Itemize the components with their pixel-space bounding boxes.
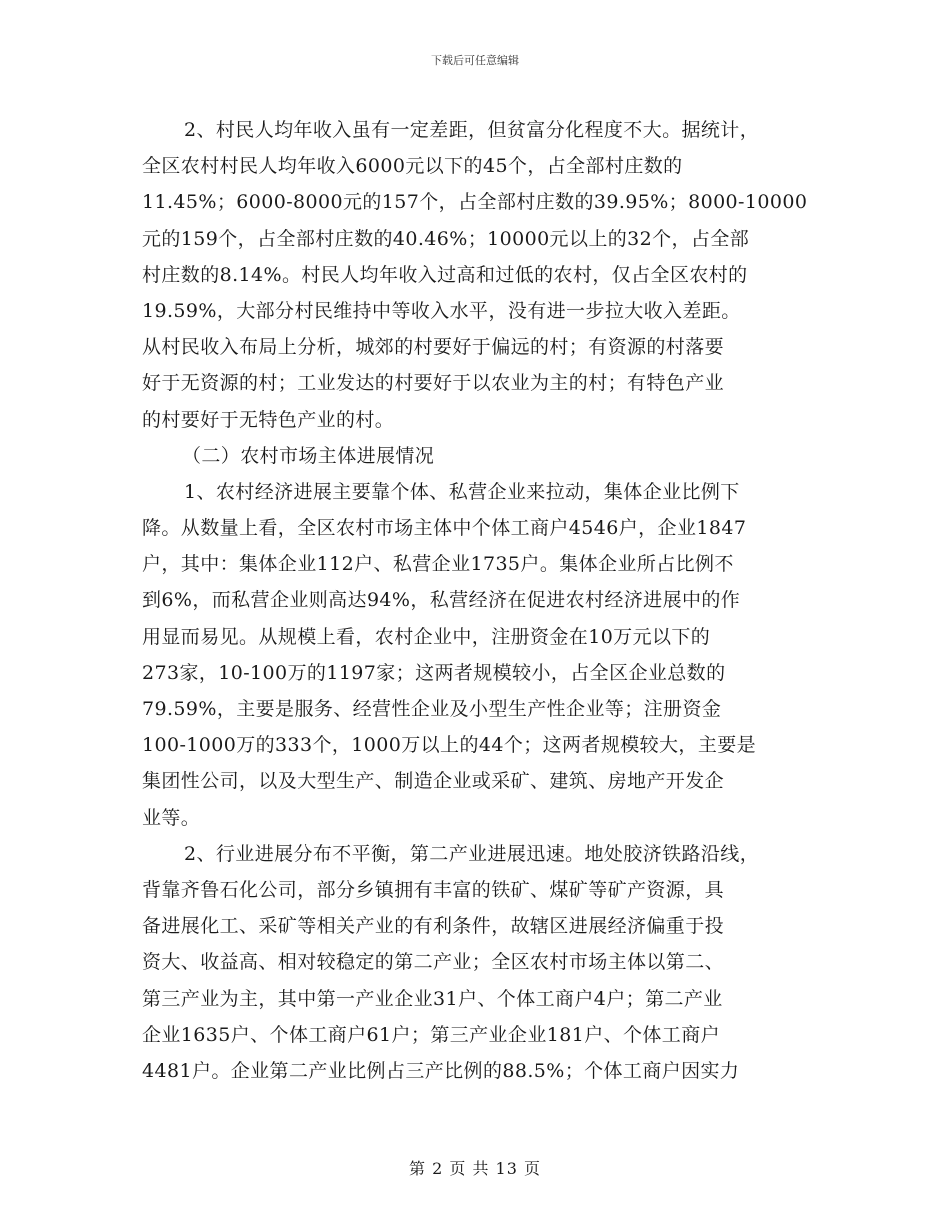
text-line: 降。从数量上看，全区农村市场主体中个体工商户4546户，企业1847 <box>142 517 747 540</box>
page-number-footer: 第 2 页 共 13 页 <box>409 1159 541 1178</box>
text-line: 的村要好于无特色产业的村。 <box>142 408 395 431</box>
text-line: 2、行业进展分布不平衡，第二产业进展迅速。地处胶济铁路沿线， <box>184 842 760 865</box>
text-line: 业等。 <box>142 806 201 829</box>
text-line: 第三产业为主，其中第一产业企业31户、个体工商户4户；第二产业 <box>142 987 723 1010</box>
text-line: 好于无资源的村；工业发达的村要好于以农业为主的村；有特色产业 <box>142 372 725 395</box>
text-line: 4481户。企业第二产业比例占三产比例的88.5%；个体工商户因实力 <box>142 1059 740 1082</box>
text-line: 100-1000万的333个，1000万以上的44个；这两者规模较大，主要是 <box>142 734 757 757</box>
text-line: 备进展化工、采矿等相关产业的有利条件，故辖区进展经济偏重于投 <box>142 915 725 938</box>
text-line: 背靠齐鲁石化公司，部分乡镇拥有丰富的铁矿、煤矿等矿产资源，具 <box>142 878 725 901</box>
text-line: 19.59%，大部分村民维持中等收入水平，没有进一步拉大收入差距。 <box>142 299 741 322</box>
text-line: 1、农村经济进展主要靠个体、私营企业来拉动，集体企业比例下 <box>184 480 740 503</box>
text-line: 273家，10-100万的1197家；这两者规模较小，占全区企业总数的 <box>142 661 726 684</box>
text-line: 集团性公司，以及大型生产、制造企业或采矿、建筑、房地产开发企 <box>142 770 725 793</box>
text-line: 从村民收入布局上分析，城郊的村要好于偏远的村；有资源的村落要 <box>142 336 725 359</box>
text-line: 用显而易见。从规模上看，农村企业中，注册资金在10万元以下的 <box>142 625 711 648</box>
page-header: 下载后可任意编辑 <box>431 54 519 67</box>
text-line: 79.59%，主要是服务、经营性企业及小型生产性企业等；注册资金 <box>142 698 722 720</box>
text-line: 户，其中：集体企业112户、私营企业1735户。集体企业所占比例不 <box>142 553 734 576</box>
text-line: 元的159个，占全部村庄数的40.46%；10000元以上的32个，占全部 <box>142 227 750 250</box>
text-line: 资大、收益高、相对较稳定的第二产业；全区农村市场主体以第二、 <box>142 951 725 974</box>
text-line: 11.45%；6000-8000元的157个，占全部村庄数的39.95%；8000-10000 <box>142 191 808 214</box>
text-line: 到6%，而私营企业则高达94%，私营经济在促进农村经济进展中的作 <box>142 589 741 612</box>
document-body <box>142 112 822 1089</box>
text-line: 全区农村村民人均年收入6000元以下的45个，占全部村庄数的 <box>142 155 683 178</box>
text-line: 村庄数的8.14%。村民人均年收入过高和过低的农村，仅占全区农村的 <box>142 263 748 286</box>
text-line: 企业1635户、个体工商户61户；第三产业企业181户、个体工商户 <box>142 1023 720 1046</box>
section-heading: （二）农村市场主体进展情况 <box>182 444 435 467</box>
text-line: 2、村民人均年收入虽有一定差距，但贫富分化程度不大。据统计， <box>184 119 760 141</box>
